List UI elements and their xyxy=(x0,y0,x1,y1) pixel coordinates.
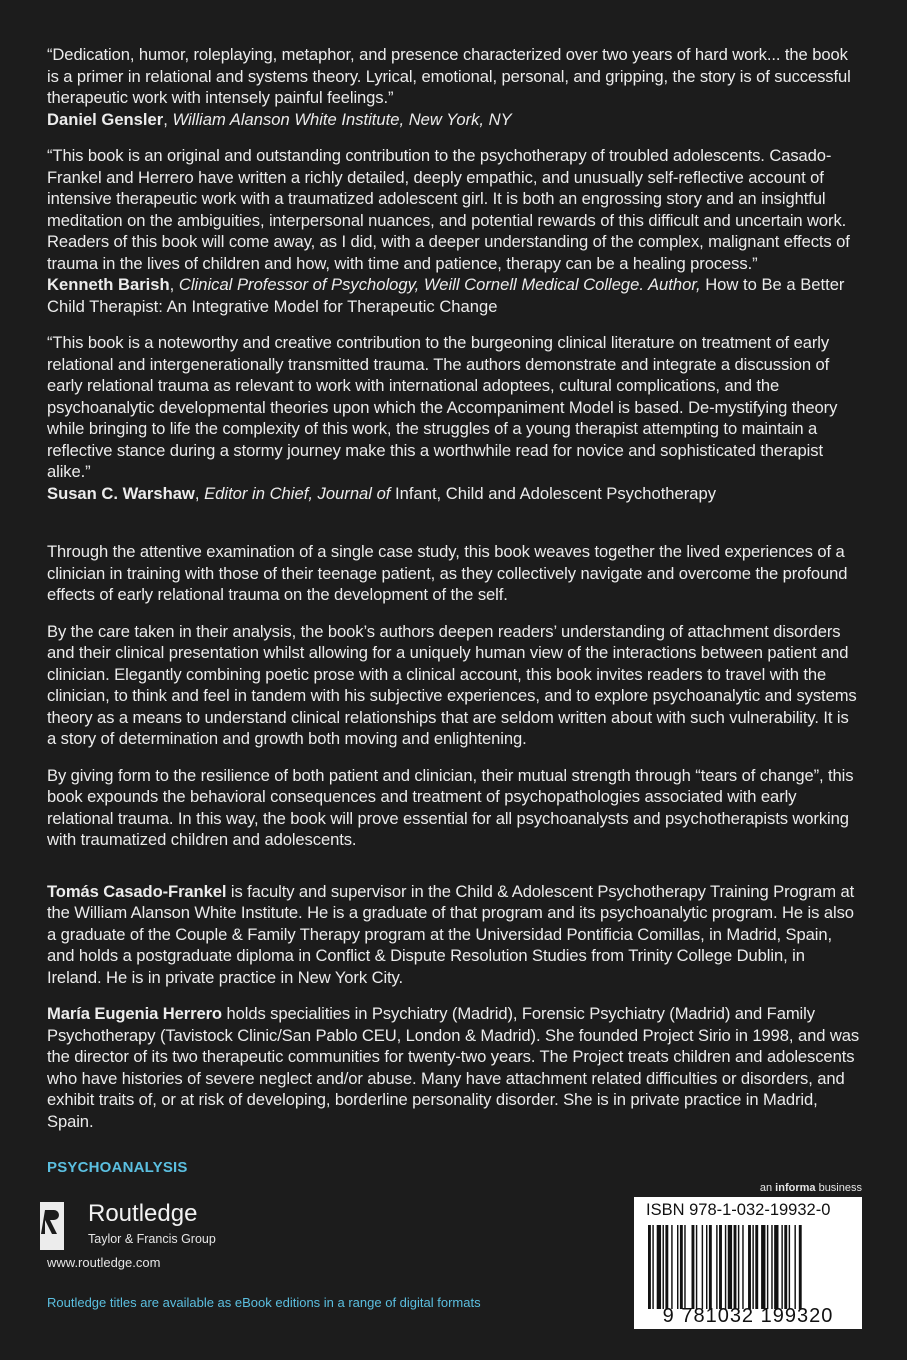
ebook-note: Routledge titles are available as eBook editions in a range of digital formats xyxy=(47,1295,481,1310)
description-paragraph: By the care taken in their analysis, the book’s authors deepen readers’ understanding of attachment disorders and their clinical presentation whilst allowing for a uniquely human view of the interactions between patient and clinician. Elegantly combining poetic prose with a clinical account, this book invites readers to travel with the clinician, to think and feel in tandem with his subjective experiences, and to explore psychoanalytic and systems theory as a means to understand clinical relationships that are seldom written about with such vulnerability. It is a story of determination and growth both moving and enlightening. xyxy=(47,621,857,748)
endorser-name: Kenneth Barish xyxy=(47,275,170,294)
endorser-name: Daniel Gensler xyxy=(47,109,164,129)
description-paragraph: Through the attentive examination of a single case study, this book weaves together the lived experiences of a clinician in training with those of their teenage patient, as they collectively navigate and overcome the profound effects of early relational trauma on the development of the self. xyxy=(47,542,848,604)
informa-suffix: business xyxy=(815,1182,862,1194)
isbn-label: ISBN 978-1-032-19932-0 xyxy=(646,1201,831,1219)
back-cover-text xyxy=(47,44,862,1147)
book-description xyxy=(47,541,862,851)
author-bio-text: is faculty and supervisor in the Child & Adolescent Psychotherapy Training Program at the William Alanson White Institute. He is a graduate of that program and its psychoanalytic program. He is also a graduate of the Couple & Family Therapy program at the Universidad Pontificia Comillas, in Madrid, Spain, and holds a postgraduate diploma in Conflict & Dispute Resolution Studies from Trinity College Dublin, in Ireland. He is in private practice in New York City. xyxy=(47,881,855,987)
separator: , xyxy=(169,275,179,294)
endorsement-quote: “Dedication, humor, roleplaying, metaphor, and presence characterized over two years of hard work... the book is a primer in relational and systems theory. Lyrical, emotional, personal, and gripping, the story is of successful therapeutic work with intensely painful feelings.” xyxy=(47,45,851,107)
endorsement xyxy=(47,44,862,130)
endorsement-quote: “This book is a noteworthy and creative contribution to the burgeoning clinical literature on treatment of early relational and intergenerationally transmitted trauma. The authors demonstrate and integrate a discussion of early relational trauma as relevant to work with international adoptees, cultural complications, and the psychoanalytic developmental theories upon which the Accompaniment Model is based. De-mystifying theory while bringing to life the complexity of this work, the struggles of a young therapist attempting to maintain a reflective stance during a stormy journey make this a worthwhile read for novice and sophisticated therapist alike.” xyxy=(47,333,838,481)
informa-tagline xyxy=(760,1182,862,1194)
endorsement xyxy=(47,145,862,317)
description-paragraph: By giving form to the resilience of both patient and clinician, their mutual strength through “tears of change”, this book expounds the behavioral consequences and treatment of psychopathologies associated with early relational trauma. In this way, the book will prove essential for all psychoanalysts and psychotherapists working with traumatized children and adolescents. xyxy=(47,765,854,849)
isbn-barcode xyxy=(634,1197,862,1329)
informa-brand: informa xyxy=(775,1182,816,1194)
endorser-affiliation: William Alanson White Institute, New York, NY xyxy=(172,109,512,129)
author-bios xyxy=(47,881,862,1133)
author-bio-text: holds specialities in Psychiatry (Madrid), Forensic Psychiatry (Madrid) and Family Psychotherapy (Tavistock Clinic/San Pablo CEU, London & Madrid). She founded Project Sirio in 1998, and was the director of its two therapeutic communities for twenty-two years. The Project treats children and adolescents who have histories of severe neglect and/or abuse. Many have attachment related difficulties or disorders, and exhibit traits of, or at risk of developing, borderline personality disorder. She is in private practice in Madrid, Spain. xyxy=(47,1004,860,1131)
endorser-affiliation: Editor in Chief, Journal of xyxy=(204,483,391,503)
author-bio xyxy=(47,881,862,989)
publisher-website[interactable]: www.routledge.com xyxy=(47,1255,161,1270)
publisher-group: Taylor & Francis Group xyxy=(88,1232,216,1246)
author-bio xyxy=(47,1003,862,1132)
endorsement xyxy=(47,332,862,504)
endorser-tail: Infant, Child and Adolescent Psychotherapy xyxy=(390,483,717,503)
author-name: María Eugenia Herrero xyxy=(47,1004,222,1023)
barcode-bars xyxy=(644,1225,854,1309)
endorsement-attribution xyxy=(47,109,862,131)
endorser-name: Susan C. Warshaw xyxy=(47,483,195,503)
endorsement-attribution xyxy=(47,483,862,505)
separator: , xyxy=(163,109,173,129)
publisher-logo xyxy=(40,1198,240,1254)
subject-category: PSYCHOANALYSIS xyxy=(47,1159,188,1176)
routledge-logo-icon xyxy=(40,1202,64,1250)
separator: , xyxy=(194,483,205,503)
endorser-affiliation: Clinical Professor of Psychology, Weill Cornell Medical College. Author, xyxy=(178,275,701,294)
informa-prefix: an xyxy=(759,1182,776,1194)
author-name: Tomás Casado-Frankel xyxy=(47,881,227,901)
barcode-number: 9 781032 199320 xyxy=(662,1305,834,1327)
publisher-name: Routledge xyxy=(88,1200,198,1227)
endorser-tail: How to Be a Better Child Therapist: An Integrative Model for Therapeutic Change xyxy=(47,275,845,316)
endorsement-quote: “This book is an original and outstanding contribution to the psychotherapy of troubled adolescents. Casado-Frankel and Herrero have written a richly detailed, deeply empathic, and unusually self-reflective account of intensive therapeutic work with a traumatized adolescent girl. It is both an engrossing story and an insightful meditation on the ambiguities, interpersonal nuances, and potential rewards of this difficult and uncertain work. Readers of this book will come away, as I did, with a deeper understanding of the complex, malignant effects of trauma in the lives of children and how, with time and patience, therapy can be a healing process.” xyxy=(47,146,850,273)
endorsement-attribution xyxy=(47,274,862,317)
